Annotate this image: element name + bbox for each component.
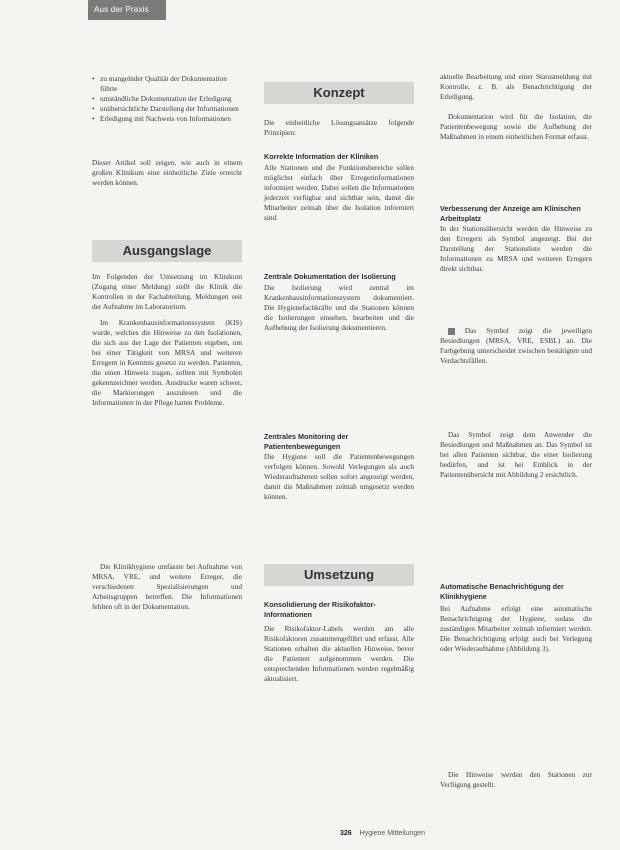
subheading: Korrekte Information der Kliniken: [264, 152, 379, 161]
subheading: Konsolidierung der Risikofaktor-Informationen: [264, 600, 376, 619]
section-header: Aus der Praxis: [88, 0, 166, 20]
paragraph: Die Risikofaktor-Labels werden am alle Risikofaktoren zusammengeführt und erfasst. Alle Stationen erhalten die aktuellen Hinweise, bevor die Patienten aufgenommen werden. Die entsprechenden Informationen werden regelmäßig aktualisiert.: [264, 624, 414, 684]
heading-ausgangslage: Ausgangslage: [92, 240, 242, 262]
list-item: • zu mangelnder Qualität der Dokumentation führte: [92, 74, 242, 94]
journal-name: Hygiene Mitteilungen: [359, 830, 426, 837]
paragraph: Alle Stationen und die Funktionsbereiche sollen möglichst einfach über Erregerinformationen informiert werden. Dabei sollen die Informationen jederzeit verfügbar und sichtbar sein, damit die Mitarbeiter zeitnah über die Isolation informiert sind.: [264, 163, 414, 223]
page-number: 326: [340, 830, 352, 837]
paragraph: Die Hinweise werden den Stationen zur Verfügung gestellt.: [440, 770, 592, 790]
paragraph: Die Hygiene soll die Patientenbewegungen verfolgen können. Sowohl Verlegungen als auch Wiederaufnahmen sollen sofort angezeigt werden, damit die Maßnahmen zeitnah umgesetzt werden können.: [264, 452, 414, 502]
subheading: Automatische Benachrichtigung der Klinikhygiene: [440, 582, 564, 601]
paragraph: Dokumentation wird für die Isolation, die Patientenbewegung sowie die Aufhebung der Maßnahmen in einem einheitlichen Format erfasst.: [440, 112, 592, 142]
paragraph: Im Krankenhausinformationssystem (KIS) wurde, welches die Hinweise zu den Isolationen, die sich aus der Lage der Patienten ergeben, um bei einer Tätigkeit von MRSA und weiteren Erregern in Kenntnis gesetzt zu werden. Patienten, die einen Hinweis tragen, sollten mit Symbolen gekennzeichnet werden. Ausdrucke waren schwer, die Markierungen auszulesen und die Informationen in der Pflege hatten Probleme.: [92, 318, 242, 408]
paragraph: [440, 326, 592, 366]
paragraph: Das Symbol zeigt dem Anwender die Besiedlungen und Maßnahmen an. Das Symbol ist bei allen Patienten sichtbar, die einer Isolierung bedürfen, und ist bei Einblick in der Patientenübersicht mit Abbildung 2 ersichtlich.: [440, 430, 592, 480]
subheading: Verbesserung der Anzeige am Klinischen Arbeitsplatz: [440, 204, 581, 223]
paragraph-text: Das Symbol zeigt die jeweiligen Besiedlungen (MRSA, VRE, ESBL) an. Die Farbgebung unterscheidet zwischen bestätigten und Verdachtsfällen.: [440, 326, 592, 366]
paragraph: Die einheitliche Lösungsansätze folgende Prinzipien:: [264, 118, 414, 138]
square-marker-icon: 1: [448, 328, 455, 335]
paragraph: Die Isolierung wird zentral im Krankenhausinformationssystem dokumentiert. Die Hygienefachkräfte und die Stationen können die Isolierungen einsehen, bearbeiten und die Aufhebung der Isolierung dokumentieren.: [264, 283, 414, 333]
bullet-list: [92, 74, 242, 124]
heading-konzept: Konzept: [264, 82, 414, 104]
paragraph: Im Folgenden der Umsetzung im Klinikum (Zugang einer Meldung) stellt die Klinik die Kontrollen in der Fachabteilung, Meldungen seit der Aufnahme im Laboratorium.: [92, 272, 242, 312]
subheading: Zentrales Monitoring der Patientenbewegungen: [264, 432, 349, 451]
list-item: • umständliche Dokumentation der Erledigung: [92, 94, 242, 104]
list-item: • unübersichtliche Darstellung der Informationen: [92, 104, 242, 114]
page-footer: [340, 830, 425, 837]
paragraph: aktuelle Bearbeitung und einer Statusmeldung mit Kontrolle, z. B. als Benachrichtigung der Erledigung.: [440, 72, 592, 102]
intro-paragraph: Dieser Artikel soll zeigen, wie auch in einem großen Klinikum eine einheitliche Ziele erreicht werden können.: [92, 158, 242, 188]
heading-umsetzung: Umsetzung: [264, 564, 414, 586]
paragraph: Bei Aufnahme erfolgt eine automatische Benachrichtigung der Hygiene, sodass die zuständigen Mitarbeiter zeitnah informiert werden. Die Benachrichtigung erfolgt auch bei Verlegung oder Wiederaufnahme (Abbildung 3).: [440, 604, 592, 654]
paragraph: Die Klinikhygiene umfasste bei Aufnahme von MRSA, VRE, und weitere Erreger, die verschiedenen Spezialisierungen und Arbeitsgruppen betreffen. Die Informationen fehlten oft in der Dokumentation.: [92, 562, 242, 612]
subheading: Zentrale Dokumentation der Isolierung: [264, 272, 396, 281]
list-item: • Erledigung mit Nachweis von Informationen: [92, 114, 242, 124]
paragraph: In der Stationsübersicht werden die Hinweise zu den Erregern als Symbol angezeigt. Bei der Darstellung der Stationsliste werden die Informationen zu MRSA und weiteren Erregern direkt sichtbar.: [440, 224, 592, 274]
